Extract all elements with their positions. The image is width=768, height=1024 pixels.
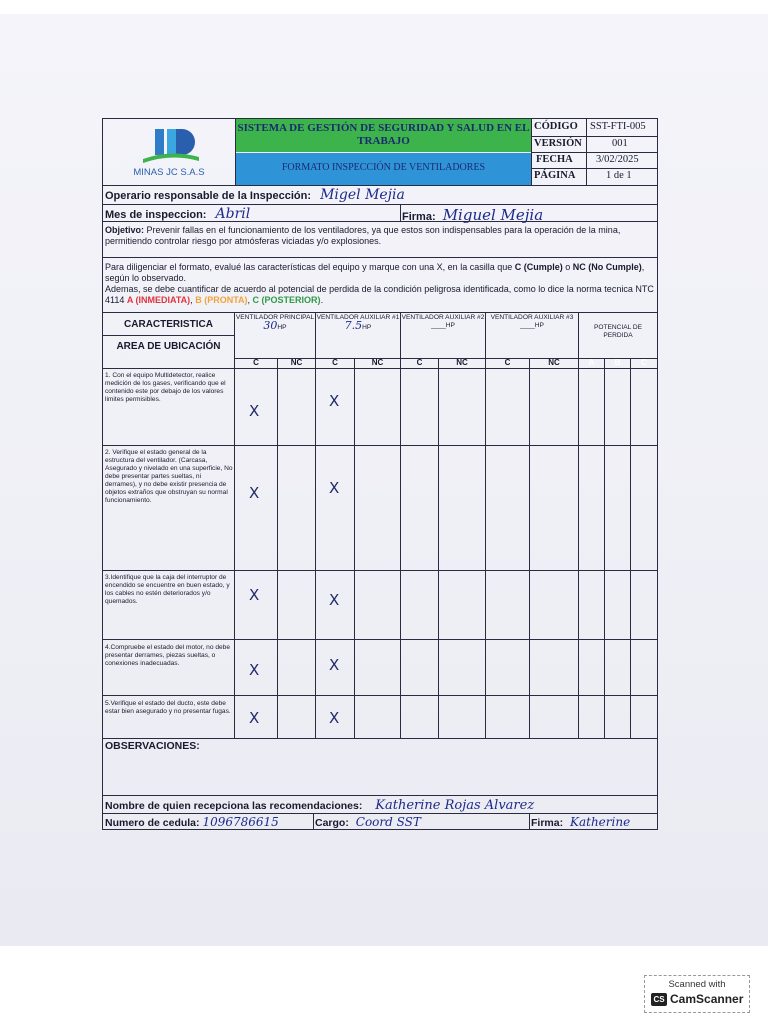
fan-name: VENTILADOR AUXILIAR #2: [401, 314, 485, 321]
fan-hp-unit: HP: [277, 324, 287, 331]
check-item-text: 2. Verifique el estado general de la estructura del ventilador. (Carcasa, Asegurado y nivelado en una superficie, No debe presentar partes sueltas, ni derrames), y no debe existir presencia de objetos extraños que obstruyan su normal funcionamiento.: [105, 449, 233, 504]
month-label: Mes de inspeccion:: [105, 209, 207, 221]
objective-text: [105, 225, 657, 257]
cargo-row: [315, 815, 529, 830]
grid-line: [277, 358, 278, 738]
c-header: C: [332, 358, 338, 367]
grid-line: [485, 312, 486, 738]
fan-hp-unit: HP: [445, 322, 455, 329]
connector-text: o: [562, 262, 573, 272]
meta-label: CÓDIGO: [534, 121, 578, 132]
company-logo-icon: [141, 129, 201, 163]
caracteristica-header: CARACTERISTICA: [124, 319, 213, 330]
check-item-text: 5.Verifique el estado del ducto, este debe estar bien asegurado y no presentar fugas.: [105, 700, 231, 715]
no-cumple-label: NC (No Cumple): [572, 262, 642, 272]
meta-block: [532, 119, 657, 185]
operator-signature: Miguel Mejia: [442, 206, 544, 224]
operator-signature-row: [402, 206, 657, 222]
grid-line: [354, 358, 355, 738]
operator-row: [105, 187, 655, 203]
checkbox-mark[interactable]: X: [329, 656, 340, 674]
firma-label: Firma:: [531, 817, 564, 829]
meta-value: 3/02/2025: [596, 154, 639, 165]
fan-header: [316, 314, 400, 332]
cargo-value: Coord SST: [355, 815, 421, 829]
fan-hp-unit: HP: [534, 322, 544, 329]
fan-name: VENTILADOR PRINCIPAL: [235, 314, 315, 321]
fan-hp: 7.5: [344, 319, 363, 332]
objective-label: Objetivo:: [105, 225, 145, 235]
fan-name: VENTILADOR AUXILIAR #3: [490, 314, 574, 321]
level-b-text: B (PRONTA): [195, 295, 248, 305]
grid-line: [578, 312, 579, 738]
fan-header: [486, 314, 578, 330]
observations-label: OBSERVACIONES:: [105, 740, 200, 752]
checkbox-mark[interactable]: X: [249, 484, 260, 502]
meta-value: 001: [612, 138, 628, 149]
check-item-text: 3.Identifique que la caja del interruptor de encendido se encuentre en buen estado, y los cables no estén deteriorados y/o quemados.: [105, 574, 230, 605]
grid-line: [103, 639, 657, 640]
month-value: Abril: [215, 206, 251, 222]
checkbox-mark[interactable]: X: [329, 709, 340, 727]
grid-line: [529, 358, 530, 738]
cumple-label: C (Cumple): [514, 262, 563, 272]
level-c-header: C: [641, 358, 647, 367]
meta-label: VERSIÓN: [534, 138, 582, 149]
checkbox-mark[interactable]: X: [249, 661, 260, 679]
checkbox-mark[interactable]: X: [249, 402, 260, 420]
nc-header: NC: [548, 358, 560, 367]
firma-label: Firma:: [402, 211, 436, 223]
fan-hp-unit: HP: [362, 324, 372, 331]
checkbox-mark[interactable]: X: [329, 479, 340, 497]
instructions-line-1: Para diligenciar el formato, evalué las características del equipo y marque con una X, en la casilla que: [105, 262, 515, 272]
form-title: FORMATO INSPECCIÓN DE VENTILADORES: [236, 153, 531, 185]
c-header: C: [253, 358, 259, 367]
c-header: C: [416, 358, 423, 367]
nc-header: NC: [456, 358, 468, 367]
operator-value: Migel Mejia: [320, 187, 405, 203]
instructions-text: Para diligenciar el formato, evalué las características del equipo y marque con una X, en la casilla que C (Cumple) o NC (No Cumple), según lo observado. Ademas, se debe cuantificar de acuerdo al potencial de perdida de la condición peligrosa identificada, como lo dice la norma tecnica NTC 4114 A (INMEDIATA), B (PRONTA), C (POSTERIOR).: [105, 262, 654, 305]
meta-value: SST-FTI-005: [590, 121, 646, 132]
company-name: MINAS JC S.A.S: [133, 167, 205, 178]
meta-label: FECHA: [536, 154, 573, 165]
grid-line: [103, 445, 657, 446]
checkbox-mark[interactable]: X: [329, 392, 340, 410]
meta-row: [532, 168, 657, 185]
camscanner-watermark: [644, 975, 750, 1013]
level-a-text: A (INMEDIATA): [126, 295, 191, 305]
meta-row: [532, 152, 657, 168]
inspection-form: [102, 118, 658, 830]
grid-line: [400, 312, 401, 738]
c-header: C: [504, 358, 511, 367]
fan-name: VENTILADOR AUXILIAR #1: [316, 314, 400, 321]
objective-body: Prevenir fallas en el funcionamiento de los ventiladores, ya que estos son indispensables para la operación de la mina, permitiendo controlar riesgo por atmósferas viciadas y/o explosiones.: [105, 225, 621, 246]
grid-line: [103, 695, 657, 696]
fan-hp: ____: [520, 322, 535, 329]
system-title: SISTEMA DE GESTIÓN DE SEGURIDAD Y SALUD EN EL TRABAJO: [236, 119, 531, 152]
nc-header: NC: [290, 358, 303, 367]
grid-line: [438, 358, 439, 738]
check-item-text: 1. Con el equipo Multidetector, realice medición de los gases, verificando que el contenido este por debajo de los valores limites permisibles.: [105, 372, 226, 403]
checkbox-mark[interactable]: X: [249, 586, 260, 604]
operator-label: Operario responsable de la Inspección:: [105, 190, 312, 202]
grid-line: [604, 358, 605, 738]
receiver-row: [105, 798, 657, 814]
cedula-value: 1096786615: [202, 815, 279, 829]
fan-header: [235, 314, 315, 332]
level-c-text: C (POSTERIOR): [252, 295, 321, 305]
meta-label: PÁGINA: [534, 170, 576, 181]
cedula-label: Numero de cedula:: [105, 817, 200, 829]
potencial-header: POTENCIAL DE PERDIDA: [593, 324, 643, 339]
level-a-header: A: [588, 358, 595, 367]
level-b-header: B: [614, 358, 621, 367]
fan-hp: 30: [263, 319, 278, 332]
nc-header: NC: [371, 358, 384, 367]
grid-line: [630, 358, 631, 738]
checkbox-mark[interactable]: X: [249, 709, 260, 727]
receiver-signature-row: [531, 815, 657, 830]
watermark-brand: CamScanner: [670, 992, 744, 1006]
meta-row: [532, 136, 657, 152]
camscanner-icon: CS: [651, 993, 667, 1006]
check-item-text: 4.Compruebe el estado del motor, no debe presentar derrames, piezas sueltas, o conexiones inadecuadas.: [105, 644, 230, 667]
grid-line: [315, 312, 316, 738]
instructions-line-1-end: , según lo observado.: [105, 262, 645, 283]
cedula-row: [105, 815, 313, 830]
receiver-signature: Katherine: [570, 815, 631, 829]
grid-line: [234, 312, 235, 738]
receiver-value: Katherine Rojas Alvarez: [375, 798, 535, 813]
fan-hp: ____: [431, 322, 446, 329]
area-header: AREA DE UBICACIÓN: [116, 341, 221, 352]
fan-header: [401, 314, 485, 330]
checkbox-mark[interactable]: X: [329, 591, 340, 609]
grid-line: [103, 570, 657, 571]
instructions-line-2: Ademas, se debe cuantificar de acuerdo al potencial de perdida de la condición peligrosa identificada, como lo dice la norma tecnica NTC 4114: [105, 284, 654, 305]
meta-row: [532, 119, 657, 136]
watermark-line1: Scanned with: [668, 979, 726, 990]
month-row: [105, 206, 401, 222]
meta-value: 1 de 1: [606, 170, 632, 181]
cargo-label: Cargo:: [315, 817, 349, 829]
company-logo-cell: [103, 119, 235, 185]
grid-line: [103, 738, 657, 739]
receiver-label: Nombre de quien recepciona las recomendaciones:: [105, 800, 363, 812]
